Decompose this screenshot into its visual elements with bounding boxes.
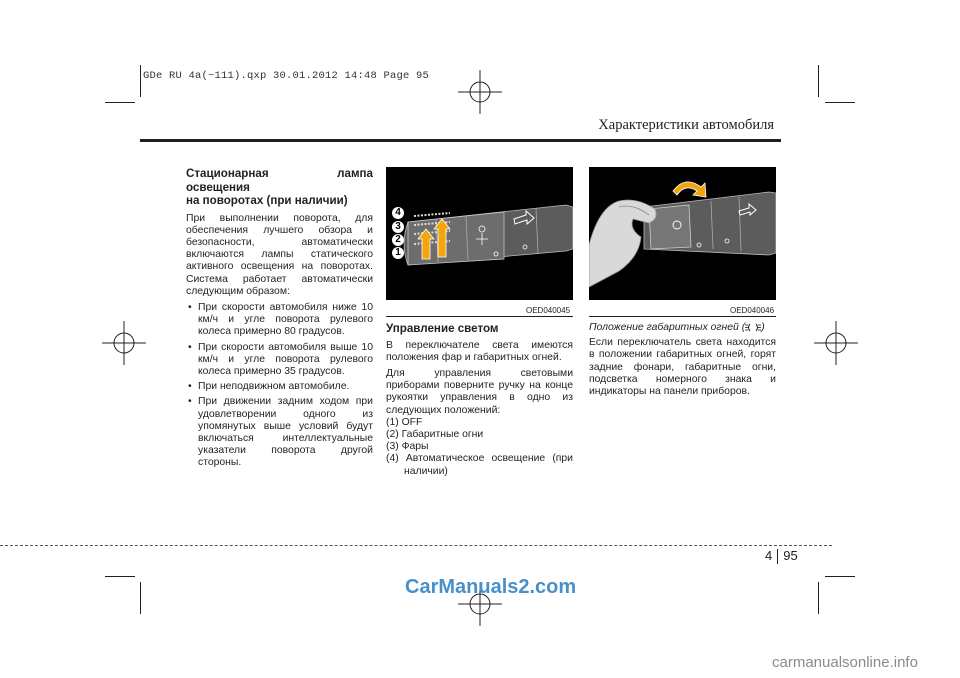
figure-number: 3 bbox=[392, 221, 404, 233]
print-slug: GDe RU 4a(~111).qxp 30.01.2012 14:48 Page 95 bbox=[143, 70, 430, 82]
crop-mark bbox=[825, 102, 855, 103]
registration-mark-left-icon bbox=[102, 321, 146, 365]
figure-rule bbox=[589, 316, 776, 317]
crop-mark bbox=[140, 65, 141, 97]
crop-mark bbox=[818, 65, 819, 97]
heading-text: ) bbox=[761, 322, 765, 333]
body-paragraph: Если переключатель света находится в положении габаритных огней, горят задние фонари, габаритные огни, подсветка номерного знака и индикаторы на панели приборов. bbox=[589, 337, 776, 398]
positions-list bbox=[386, 417, 573, 478]
body-paragraph: Для управления световыми приборами поверните ручку на конце рукоятки управления в одно из следующих положений: bbox=[386, 367, 573, 416]
figure-number: 2 bbox=[392, 234, 404, 246]
page-number bbox=[765, 548, 798, 564]
section-heading bbox=[186, 167, 373, 208]
heading-text: Положение габаритных огней ( bbox=[589, 322, 746, 333]
left-column bbox=[186, 167, 373, 473]
registration-mark-top-icon bbox=[458, 70, 502, 114]
right-column bbox=[589, 322, 776, 402]
heading-line: Стационарная лампа освещения bbox=[186, 167, 373, 194]
crop-mark bbox=[140, 582, 141, 614]
light-switch-illustration bbox=[386, 167, 573, 300]
header-rule bbox=[140, 139, 781, 142]
hand-turning-switch-illustration bbox=[589, 167, 776, 300]
crop-mark bbox=[105, 102, 135, 103]
list-item: (4) Автоматическое освещение (при наличии) bbox=[386, 453, 573, 477]
body-paragraph: В переключателе света имеются положения фар и габаритных огней. bbox=[386, 339, 573, 363]
figure-rule bbox=[386, 316, 573, 317]
list-item: (2) Габаритные огни bbox=[386, 428, 484, 440]
figure-number: 4 bbox=[392, 207, 404, 219]
heading-line: на поворотах (при наличии) bbox=[186, 194, 348, 207]
body-paragraph: При выполнении поворота, для обеспечения лучшего обзора и безопасности, автоматически включаются лампы статического активного освещения на поворотах. Система работает автоматически следующим образом: bbox=[186, 212, 373, 297]
list-item: • При скорости автомобиля ниже 10 км/ч и угле поворота рулевого колеса примерно 80 градусов. bbox=[186, 302, 373, 339]
crop-mark bbox=[825, 576, 855, 577]
section-heading bbox=[589, 322, 776, 334]
list-item: • При движении задним ходом при удовлетворении одного из упомянутых выше условий будут включаться интеллектуальные указатели поворота другой стороны. bbox=[186, 396, 373, 469]
parking-light-icon bbox=[745, 323, 761, 332]
figure-code: OED040045 bbox=[526, 306, 571, 315]
light-switch-figure bbox=[386, 167, 573, 300]
crop-mark bbox=[105, 576, 135, 577]
page-header-title: Характеристики автомобиля bbox=[598, 117, 774, 133]
list-item: • При неподвижном автомобиле. bbox=[186, 381, 373, 393]
list-item: (1) OFF bbox=[386, 416, 423, 428]
page-number-value: 95 bbox=[783, 548, 798, 563]
crop-mark bbox=[818, 582, 819, 614]
section-heading: Управление светом bbox=[386, 322, 499, 335]
footer-dashed-rule bbox=[0, 545, 832, 546]
bullet-list bbox=[186, 302, 373, 470]
list-item: (3) Фары bbox=[386, 441, 429, 453]
middle-column bbox=[386, 322, 573, 478]
page-number-separator bbox=[777, 549, 778, 564]
hand-switch-figure bbox=[589, 167, 776, 300]
figure-number: 1 bbox=[392, 247, 404, 259]
watermark-carmanualsonline[interactable]: carmanualsonline.info bbox=[772, 654, 918, 671]
chapter-number: 4 bbox=[765, 548, 773, 563]
registration-mark-right-icon bbox=[814, 321, 858, 365]
watermark-carmanuals2[interactable]: CarManuals2.com bbox=[405, 576, 577, 598]
figure-code: OED040046 bbox=[730, 306, 775, 315]
list-item: • При скорости автомобиля выше 10 км/ч и угле поворота рулевого колеса примерно 35 градусов. bbox=[186, 342, 373, 379]
